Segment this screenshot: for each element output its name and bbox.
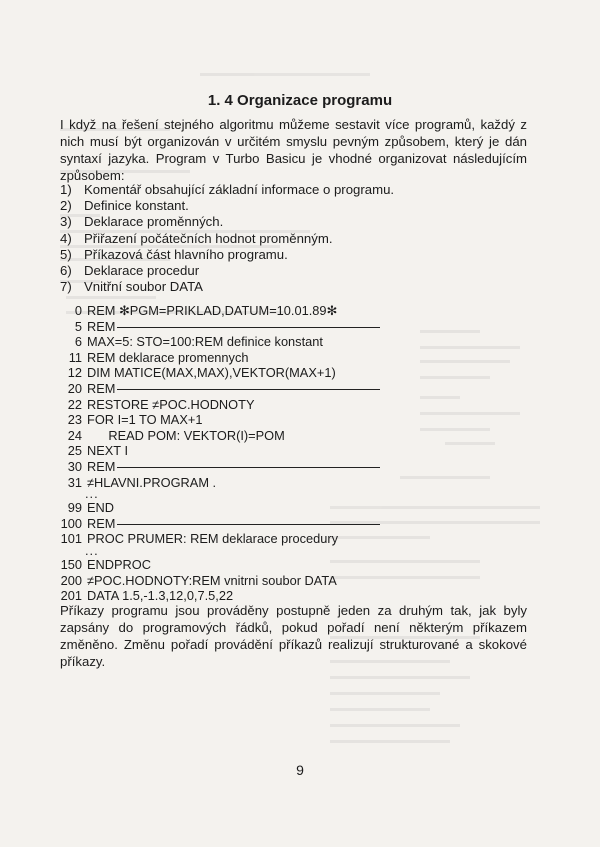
- list-item-text: Vnitřní soubor DATA: [84, 279, 203, 295]
- code-line-number: 25: [67, 443, 82, 459]
- code-line-number: 150: [60, 556, 82, 572]
- code-line-number: 201: [60, 588, 82, 604]
- code-line-text: ≠POC.HODNOTY:REM vnitrni soubor DATA: [87, 572, 337, 588]
- code-line-number: 30: [67, 458, 82, 474]
- list-item-number: 7): [60, 279, 72, 295]
- separator-rule: [117, 467, 380, 468]
- code-line-text: ≠HLAVNI.PROGRAM .: [87, 474, 217, 490]
- code-line: [60, 573, 380, 589]
- list-item-number: 2): [60, 198, 72, 214]
- code-line-number: 101: [60, 531, 82, 547]
- code-line-number: 0: [74, 303, 82, 318]
- page-number: 9: [296, 762, 304, 778]
- code-line-number: 100: [60, 515, 82, 531]
- list-item-text: Komentář obsahující základní informace o programu.: [84, 182, 395, 197]
- code-line-text: REM: [87, 515, 116, 531]
- code-line-text: DATA 1.5,-1.3,12,0,7.5,22: [87, 588, 234, 604]
- code-line-text: READ POM: VEKTOR(I)=POM: [87, 427, 285, 443]
- list-item-number: 4): [60, 230, 72, 246]
- code-line-number: 99: [67, 500, 82, 516]
- program-listing: [60, 303, 380, 604]
- separator-rule: [117, 524, 380, 525]
- code-line-text: FOR I=1 TO MAX+1: [87, 412, 203, 428]
- code-line-text: REM: [87, 458, 116, 474]
- code-ellipsis: ...: [85, 542, 99, 558]
- code-line: [60, 303, 380, 319]
- list-item: [60, 198, 394, 214]
- code-line: [60, 381, 380, 397]
- list-item-number: 6): [60, 263, 72, 279]
- section-heading: 1. 4 Organizace programu: [207, 92, 393, 109]
- list-item: [60, 263, 394, 279]
- code-line-text: PROC PRUMER: REM deklarace procedury: [87, 531, 339, 547]
- list-item-text: Definice konstant.: [84, 198, 189, 214]
- list-item-text: Deklarace proměnných.: [84, 214, 224, 230]
- code-line: [60, 500, 380, 516]
- code-line: [60, 459, 380, 475]
- code-line: [60, 334, 380, 350]
- code-line-text: REM ✻PGM=PRIKLAD,DATUM=10.01.89✻: [87, 303, 338, 318]
- intro-paragraph: I když na řešení stejného algoritmu můžeme sestavit více programů, každý z nich musí být organizován v určitém smyslu pevným způsobem, který je dán syntaxí jazyka. Program v Turbo Basicu je vhodné organizovat následujícím způsobem:: [60, 117, 527, 183]
- code-line-number: 11: [68, 349, 82, 365]
- code-line-number: 31: [67, 474, 82, 490]
- code-line: [60, 350, 380, 366]
- code-line: [60, 516, 380, 532]
- code-line-number: 23: [67, 412, 82, 428]
- code-line: [60, 412, 380, 428]
- code-line-text: REM: [87, 380, 116, 396]
- code-line: [60, 475, 380, 491]
- code-line-text: REM: [87, 318, 116, 334]
- code-line: [60, 557, 380, 573]
- code-line-text: RESTORE ≠POC.HODNOTY: [87, 396, 255, 412]
- code-line-text: MAX=5: STO=100:REM definice konstant: [87, 334, 323, 350]
- list-item-text: Deklarace procedur: [84, 263, 200, 279]
- code-line: [60, 365, 380, 381]
- list-item: [60, 247, 394, 263]
- code-line: [60, 397, 380, 413]
- list-item-text: Přiřazení počátečních hodnot proměnným.: [84, 230, 333, 246]
- code-line: [60, 319, 380, 335]
- list-item-number: 5): [60, 246, 72, 262]
- list-item-text: Příkazová část hlavního programu.: [84, 246, 288, 262]
- list-item-number: 1): [60, 182, 72, 197]
- outro-paragraph: Příkazy programu jsou prováděny postupně jeden za druhým tak, jak byly zapsány do programových řádků, pokud pořadí není některým příkazem změněno. Změnu pořadí provádění příkazů realizují strukturované a skokové příkazy.: [60, 603, 527, 669]
- list-item: [60, 214, 394, 230]
- list-item: [60, 182, 394, 198]
- code-line-number: 12: [67, 365, 82, 381]
- code-line-number: 5: [74, 318, 82, 334]
- code-line-number: 22: [67, 396, 82, 412]
- code-line-text: ENDPROC: [87, 556, 151, 572]
- code-line-text: END: [87, 500, 115, 516]
- code-line: [60, 531, 380, 547]
- list-item: [60, 279, 394, 295]
- code-line-text: NEXT I: [87, 443, 129, 459]
- list-item-number: 3): [60, 214, 72, 230]
- code-line: [60, 428, 380, 444]
- code-ellipsis: ...: [85, 486, 99, 502]
- code-line: [60, 443, 380, 459]
- code-line-text: DIM MATICE(MAX,MAX),VEKTOR(MAX+1): [87, 365, 336, 381]
- separator-rule: [117, 389, 380, 390]
- code-line-number: 200: [60, 572, 82, 588]
- code-line-number: 24: [67, 427, 82, 443]
- code-line-number: 6: [74, 334, 82, 350]
- list-item: [60, 231, 394, 247]
- program-structure-list: [60, 182, 394, 295]
- code-line-number: 20: [67, 380, 82, 396]
- code-line-text: REM deklarace promennych: [87, 349, 249, 365]
- separator-rule: [117, 327, 380, 328]
